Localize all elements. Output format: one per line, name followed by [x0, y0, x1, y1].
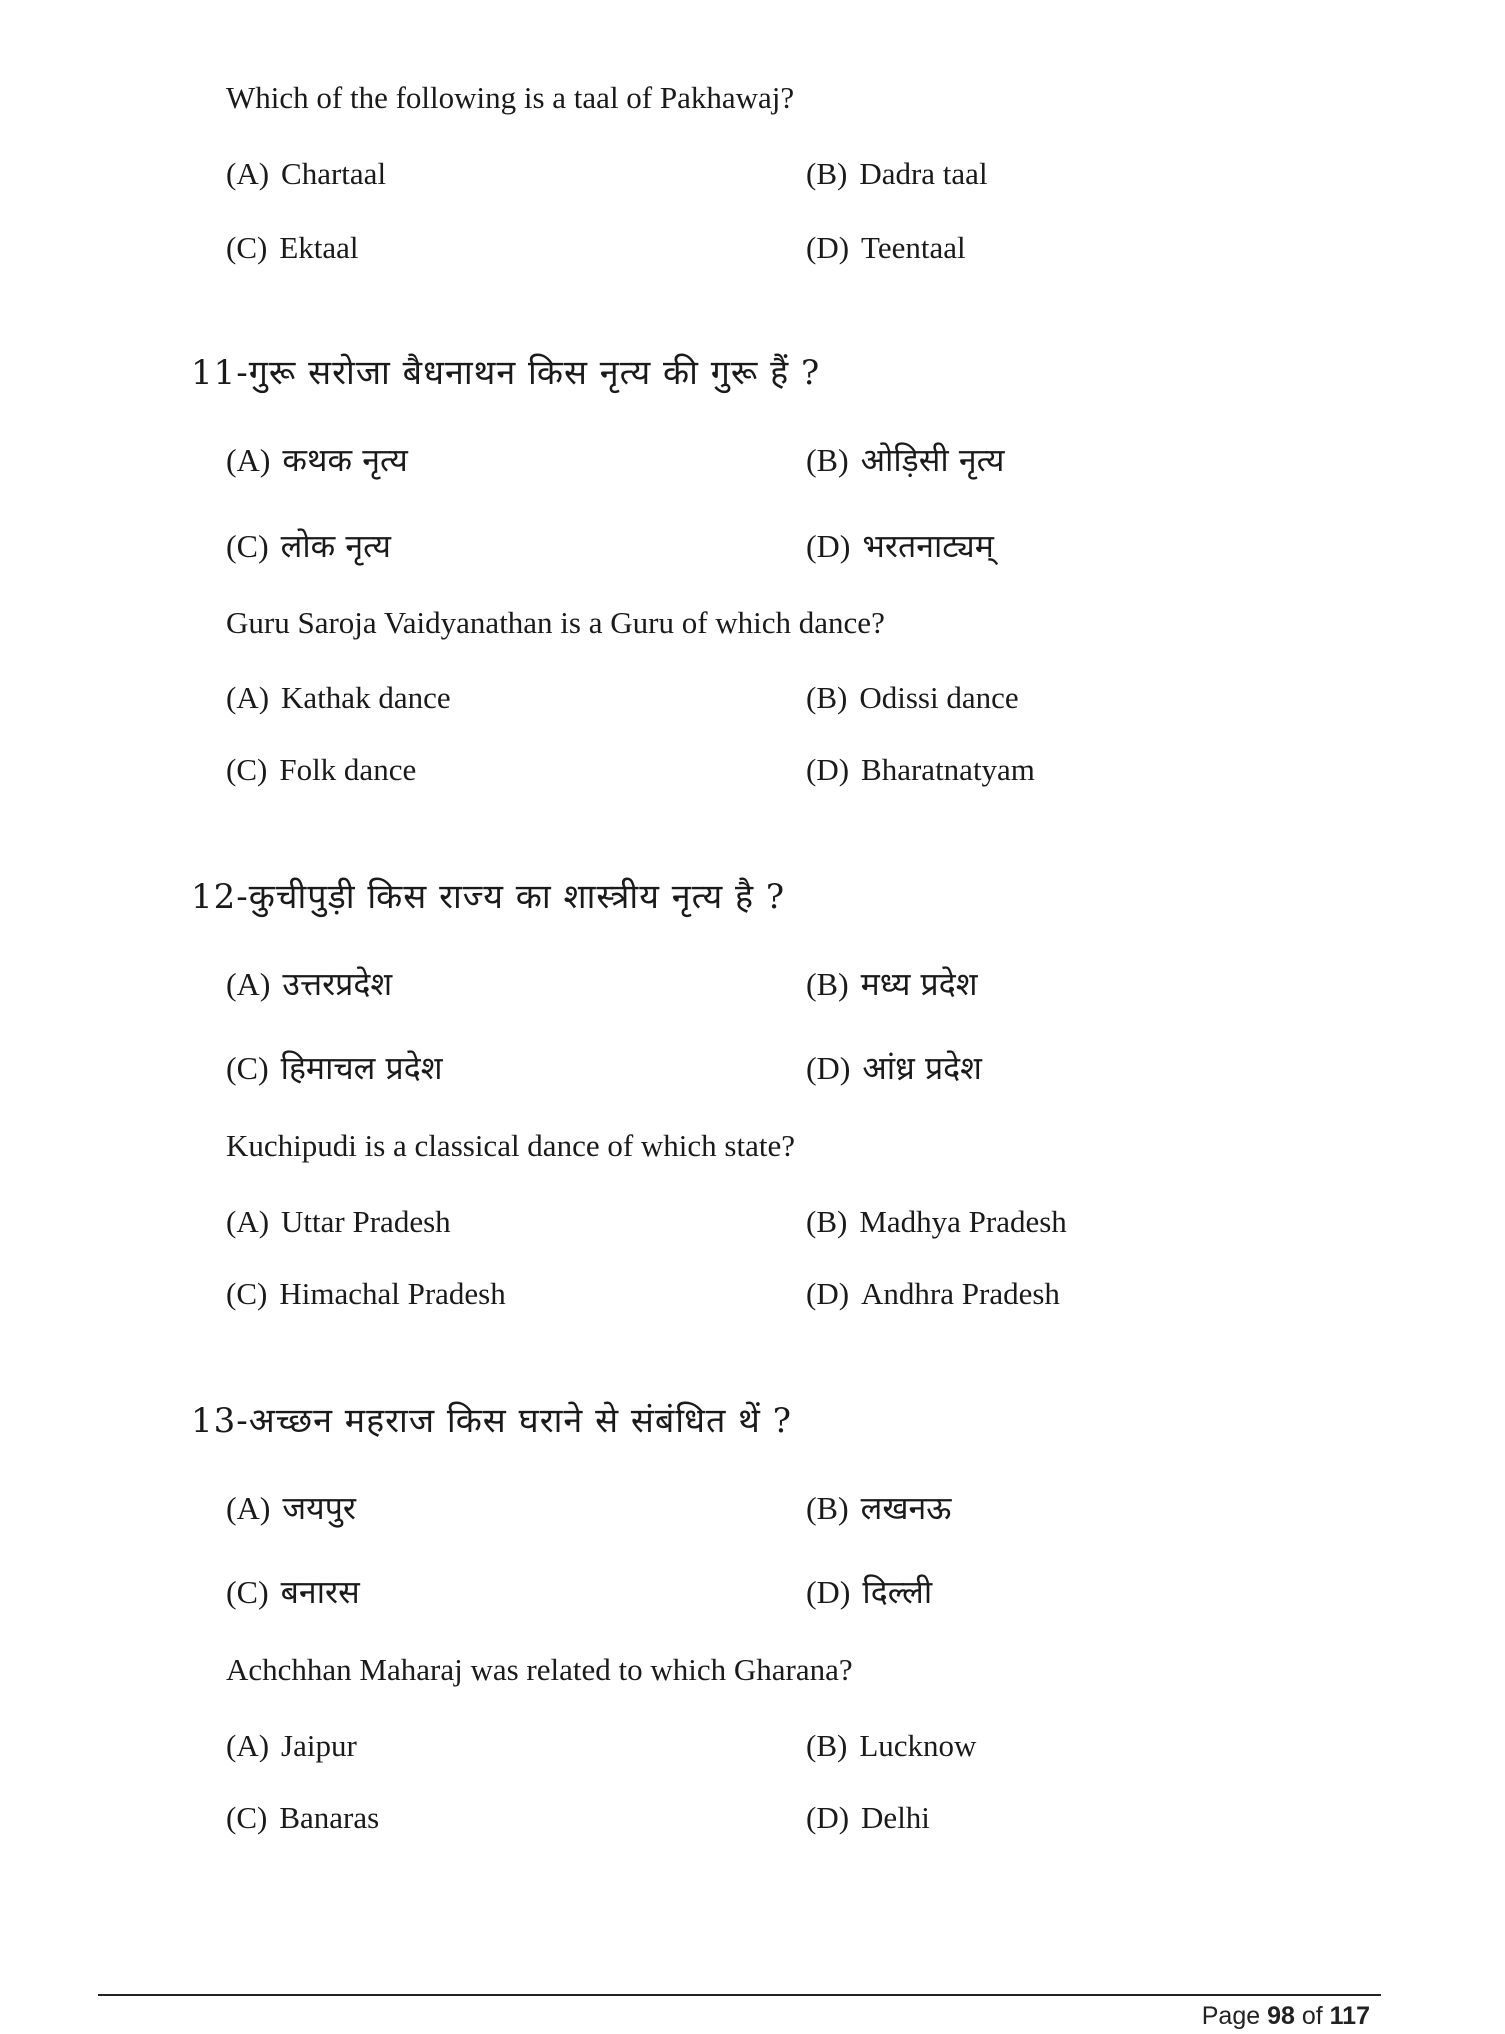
option-key: (D) — [806, 1800, 850, 1835]
option-d — [806, 752, 1035, 788]
option-key: (B) — [806, 1728, 848, 1763]
option-key: (B) — [806, 156, 848, 191]
option-c — [226, 1800, 379, 1836]
option-text: Chartaal — [281, 156, 387, 191]
option-b — [806, 1486, 951, 1529]
option-a — [226, 680, 451, 716]
question-13-hi: 13-अच्छन महराज किस घराने से संबंधित थें ? — [191, 1401, 792, 1441]
option-b — [806, 438, 1005, 481]
option-text: हिमाचल प्रदेश — [280, 1049, 443, 1087]
option-key: (C) — [226, 528, 269, 564]
options-row — [226, 1486, 1326, 1530]
option-key: (D) — [806, 1276, 850, 1311]
option-d — [806, 1046, 982, 1089]
option-text: लोक नृत्य — [280, 527, 391, 565]
option-b — [806, 1728, 976, 1764]
option-d — [806, 1800, 930, 1836]
option-text: Banaras — [279, 1800, 380, 1835]
option-key: (D) — [806, 752, 850, 787]
option-text: Jaipur — [281, 1728, 357, 1763]
options-row — [226, 1276, 1326, 1320]
question-10-en: Which of the following is a taal of Pakhawaj? — [226, 80, 795, 115]
option-d — [806, 1570, 932, 1613]
option-text: Himachal Pradesh — [279, 1276, 506, 1311]
option-a — [226, 1204, 451, 1240]
page-number-footer — [1202, 2002, 1370, 2031]
question-12-en: Kuchipudi is a classical dance of which state? — [226, 1128, 795, 1163]
option-text: Lucknow — [859, 1728, 977, 1763]
option-text: आंध्र प्रदेश — [862, 1049, 982, 1087]
option-d — [806, 524, 994, 567]
option-text: लखनऊ — [860, 1489, 952, 1527]
option-c — [226, 230, 359, 266]
option-key: (C) — [226, 1800, 268, 1835]
option-key: (D) — [806, 528, 851, 564]
option-text: ओड़िसी नृत्य — [860, 441, 1005, 479]
footer-divider — [98, 1994, 1381, 1996]
options-row — [226, 438, 1326, 482]
option-b — [806, 680, 1019, 716]
options-row — [226, 1800, 1326, 1844]
option-text: Odissi dance — [859, 680, 1019, 715]
option-b — [806, 1204, 1067, 1240]
option-c — [226, 524, 391, 567]
option-text: Ektaal — [279, 230, 359, 265]
option-a — [226, 1728, 357, 1764]
option-key: (B) — [806, 966, 849, 1002]
option-b — [806, 962, 978, 1005]
options-row — [226, 1204, 1326, 1248]
question-11-en: Guru Saroja Vaidyanathan is a Guru of which dance? — [226, 605, 885, 640]
options-row — [226, 1728, 1326, 1772]
page-current: 98 — [1267, 2002, 1295, 2030]
option-c — [226, 752, 416, 788]
options-row — [226, 156, 1326, 200]
option-text: जयपुर — [282, 1489, 356, 1527]
option-key: (A) — [226, 442, 271, 478]
option-c — [226, 1046, 443, 1089]
options-row — [226, 230, 1326, 274]
option-key: (D) — [806, 1050, 851, 1086]
option-key: (C) — [226, 230, 268, 265]
option-key: (D) — [806, 1574, 851, 1610]
options-row — [226, 1570, 1326, 1614]
option-key: (B) — [806, 442, 849, 478]
option-text: Andhra Pradesh — [861, 1276, 1060, 1311]
option-c — [226, 1276, 506, 1312]
option-key: (B) — [806, 1490, 849, 1526]
option-d — [806, 230, 966, 266]
option-a — [226, 1486, 356, 1529]
option-key: (A) — [226, 1728, 270, 1763]
option-text: कथक नृत्य — [282, 441, 408, 479]
option-key: (A) — [226, 1204, 270, 1239]
option-text: भरतनाट्यम् — [862, 527, 994, 565]
option-a — [226, 962, 392, 1005]
options-row — [226, 1046, 1326, 1090]
option-key: (A) — [226, 966, 271, 1002]
option-key: (B) — [806, 1204, 848, 1239]
option-text: Bharatnatyam — [861, 752, 1035, 787]
option-b — [806, 156, 988, 192]
option-key: (C) — [226, 1050, 269, 1086]
option-text: Folk dance — [279, 752, 417, 787]
option-text: Delhi — [861, 1800, 930, 1835]
option-key: (C) — [226, 1574, 269, 1610]
question-11-hi: 11-गुरू सरोजा बैधनाथन किस नृत्य की गुरू हैं ? — [191, 353, 821, 393]
option-c — [226, 1570, 360, 1613]
option-a — [226, 156, 386, 192]
option-key: (A) — [226, 1490, 271, 1526]
option-key: (C) — [226, 1276, 268, 1311]
option-text: Kathak dance — [281, 680, 451, 715]
option-key: (A) — [226, 156, 270, 191]
question-12-hi: 12-कुचीपुड़ी किस राज्य का शास्त्रीय नृत्य है ? — [191, 877, 786, 917]
option-key: (D) — [806, 230, 850, 265]
option-text: मध्य प्रदेश — [860, 965, 978, 1003]
option-key: (C) — [226, 752, 268, 787]
option-text: Uttar Pradesh — [281, 1204, 451, 1239]
page-total: 117 — [1329, 2002, 1370, 2030]
options-row — [226, 680, 1326, 724]
page-prefix: Page — [1201, 2002, 1261, 2030]
option-text: Teentaal — [861, 230, 966, 265]
options-row — [226, 524, 1326, 568]
option-key: (A) — [226, 680, 270, 715]
option-a — [226, 438, 408, 481]
option-text: दिल्ली — [862, 1573, 933, 1611]
option-text: Madhya Pradesh — [859, 1204, 1067, 1239]
option-text: बनारस — [280, 1573, 360, 1611]
option-text: उत्तरप्रदेश — [282, 965, 393, 1003]
options-row — [226, 962, 1326, 1006]
options-row — [226, 752, 1326, 796]
page-of: of — [1301, 2002, 1323, 2030]
option-text: Dadra taal — [859, 156, 988, 191]
option-key: (B) — [806, 680, 848, 715]
option-d — [806, 1276, 1060, 1312]
question-13-en: Achchhan Maharaj was related to which Gharana? — [226, 1652, 853, 1687]
